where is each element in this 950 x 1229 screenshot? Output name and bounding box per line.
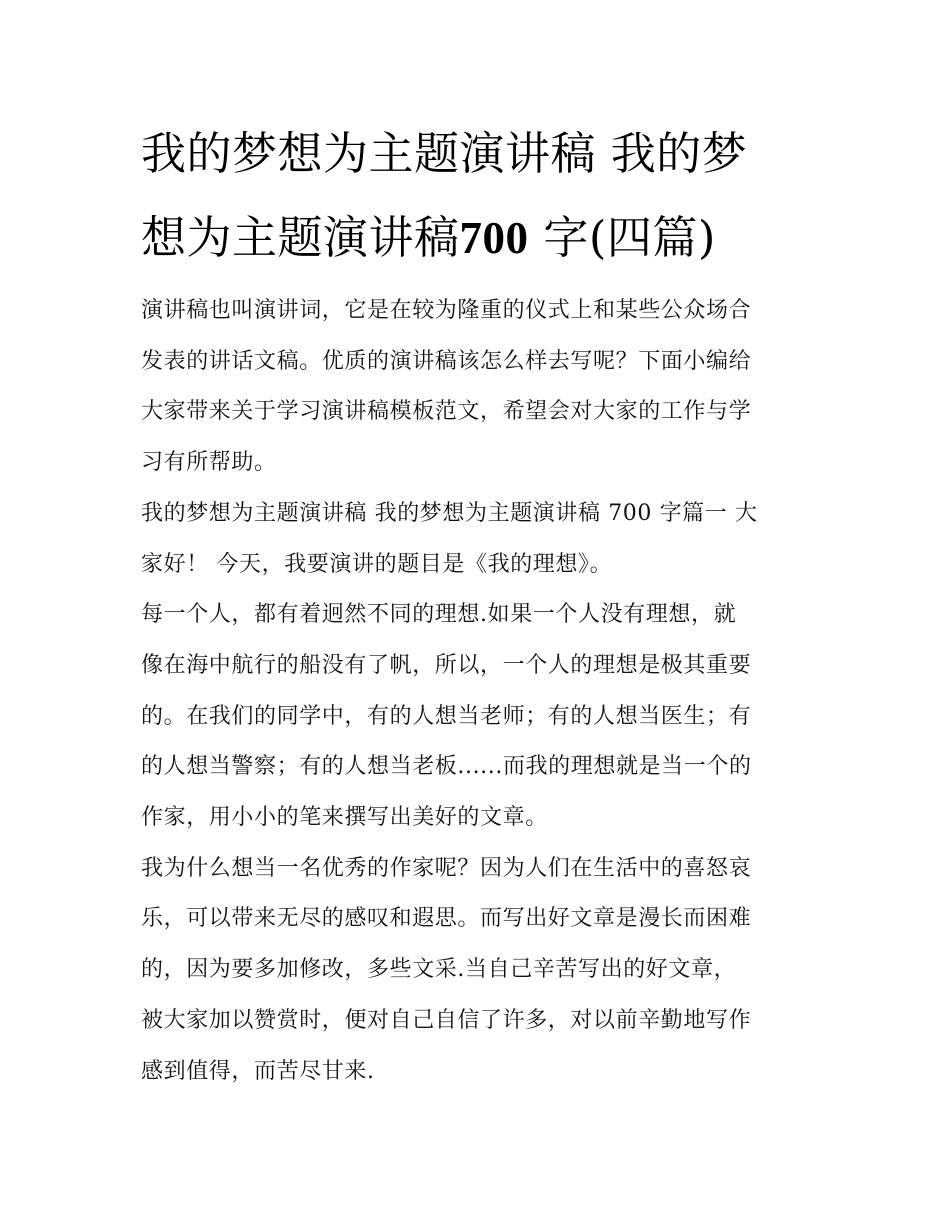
paragraph-line: 家好！ 今天，我要演讲的题目是《我的理想》。	[141, 551, 613, 577]
paragraph-line: 习有所帮助。	[141, 450, 277, 476]
paragraph-line: 演讲稿也叫演讲词，它是在较为隆重的仪式上和某些公众场合	[141, 298, 752, 323]
paragraph-line: 的，因为要多加修改，多些文采.当自己辛苦写出的好文章，	[141, 957, 737, 983]
paragraph-line: 我为什么想当一名优秀的作家呢？因为人们在生活中的喜怒哀	[141, 855, 752, 881]
document-title	[141, 112, 813, 280]
title-suffix: 字(四篇)	[528, 211, 716, 264]
paragraph-line: 乐，可以带来无尽的感叹和遐思。而写出好文章是漫长而困难	[141, 906, 752, 932]
paragraph-line: 作家，用小小的笔来撰写出美好的文章。	[141, 805, 548, 831]
paragraph-line: 感到值得，而苦尽甘来.	[141, 1058, 375, 1084]
paragraph-intro	[141, 286, 813, 489]
title-line-2	[141, 196, 813, 280]
title-line-2-text: 想为主题演讲稿	[141, 211, 460, 264]
title-line-1: 我的梦想为主题演讲稿 我的梦	[141, 127, 748, 180]
paragraph-line: 的人想当警察；有的人想当老板......而我的理想就是当一个的	[141, 754, 752, 780]
title-number: 700	[459, 213, 529, 263]
paragraph-section-heading	[141, 489, 813, 590]
paragraph-line: 发表的讲话文稿。优质的演讲稿该怎么样去写呢？下面小编给	[141, 348, 752, 374]
document-body	[141, 112, 813, 1097]
paragraph-writer	[141, 844, 813, 1098]
paragraph-line: 每一个人，都有着迥然不同的理想.如果一个人没有理想，就	[141, 602, 737, 628]
paragraph-line: 我的梦想为主题演讲稿 我的梦想为主题演讲稿 700 字篇一 大	[141, 500, 758, 526]
paragraph-line: 像在海中航行的船没有了帆，所以，一个人的理想是极其重要	[141, 652, 752, 678]
paragraph-line: 被大家加以赞赏时，便对自己自信了许多，对以前辛勤地写作	[141, 1007, 752, 1033]
paragraph-line: 大家带来关于学习演讲稿模板范文，希望会对大家的工作与学	[141, 399, 752, 425]
paragraph-line: 的。在我们的同学中，有的人想当老师；有的人想当医生；有	[141, 703, 752, 729]
paragraph-ideals	[141, 590, 813, 844]
